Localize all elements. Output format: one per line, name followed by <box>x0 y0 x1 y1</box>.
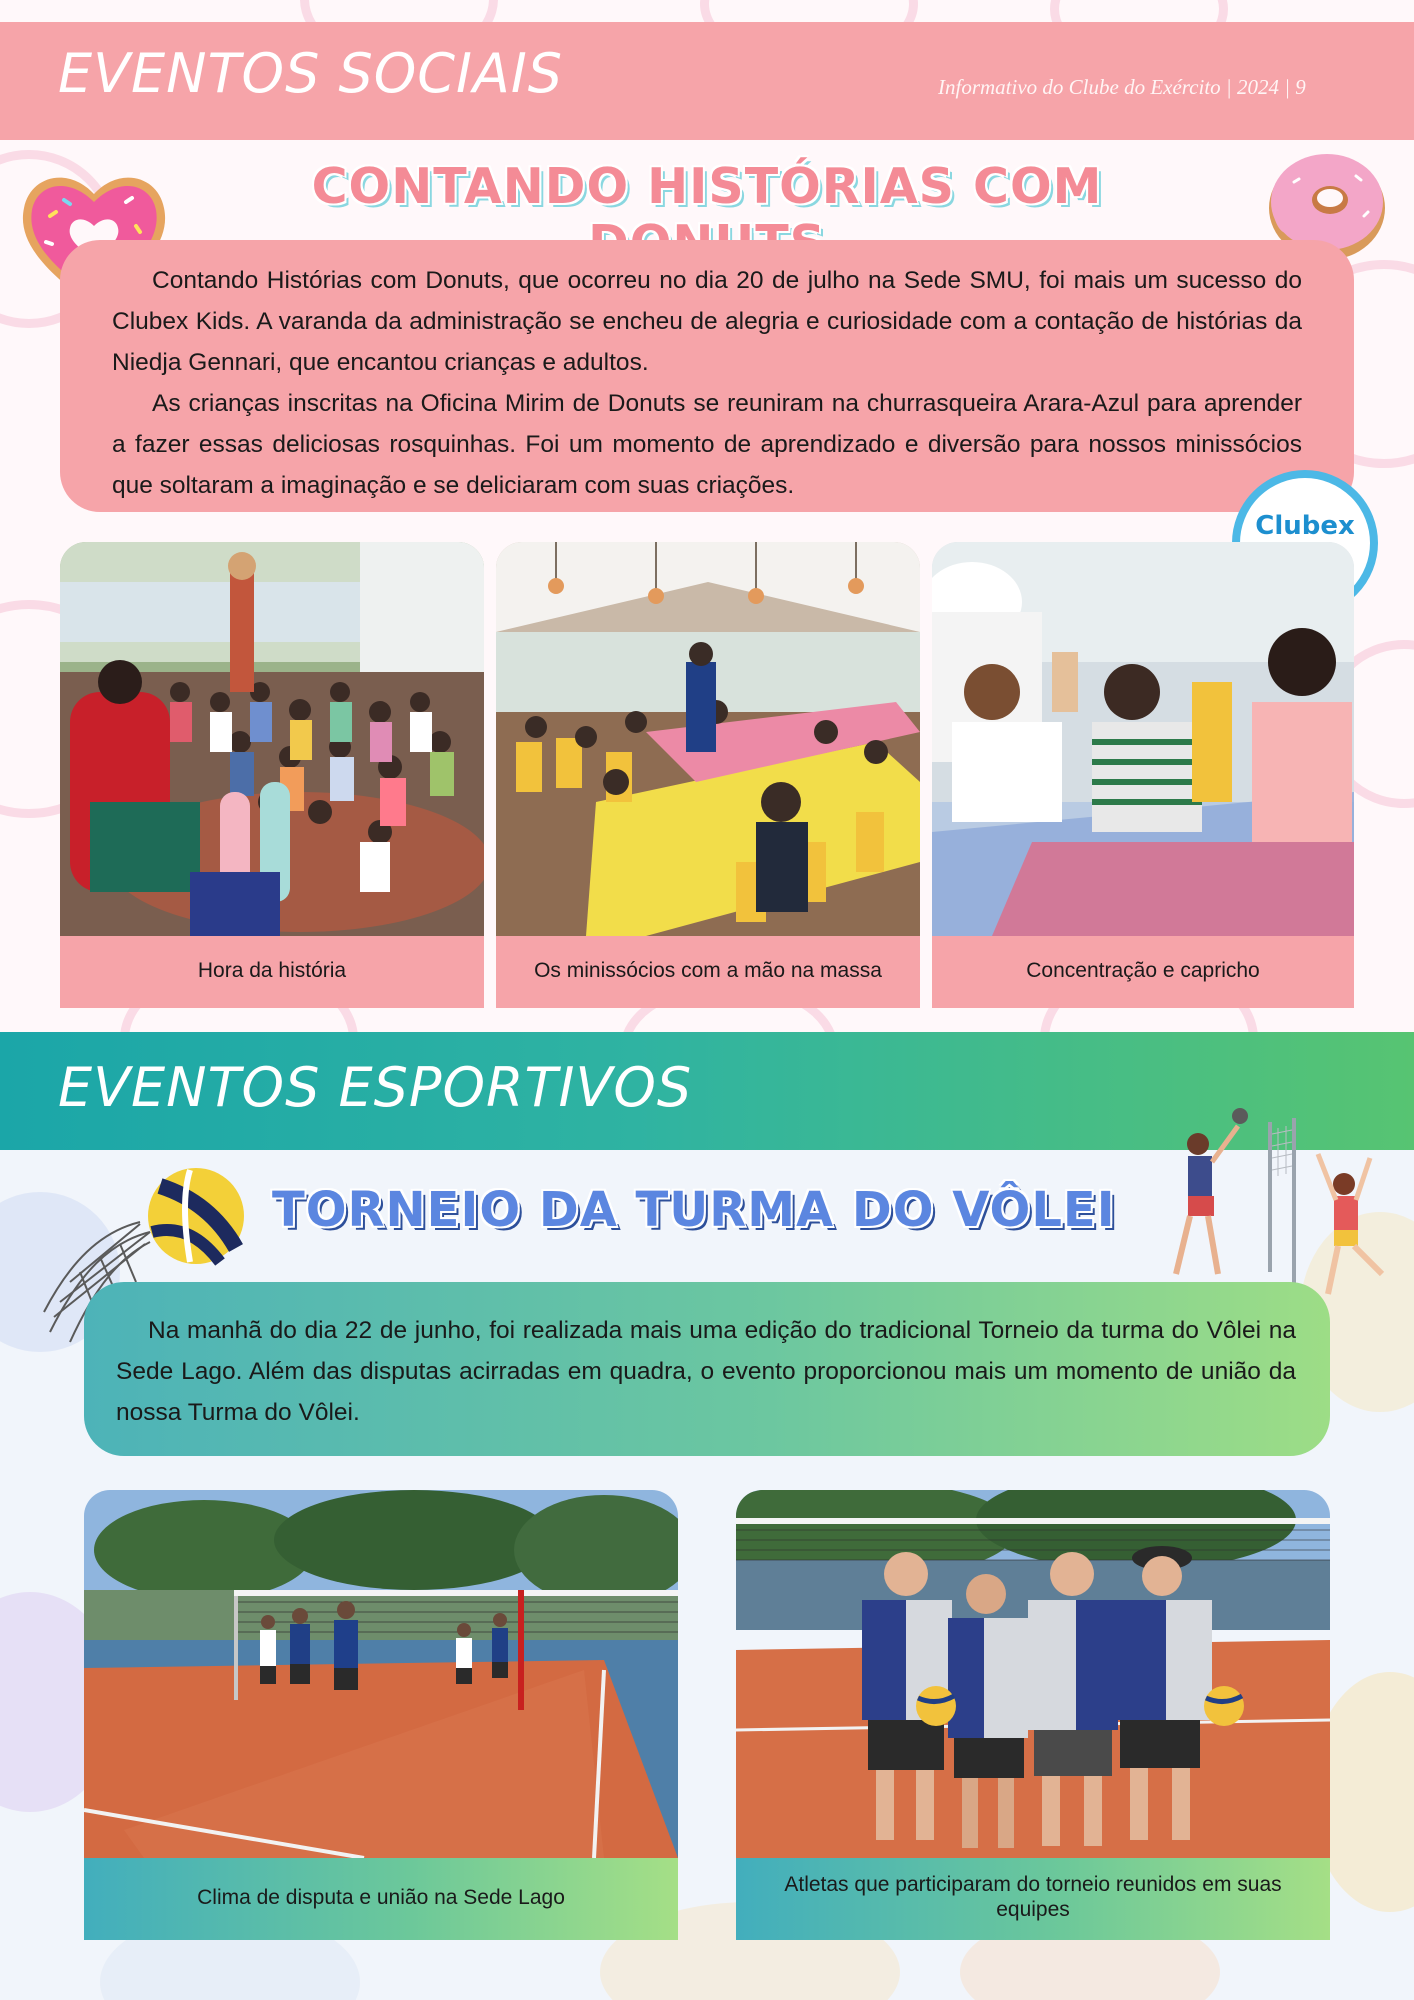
logo-text-clubex: Clubex <box>1255 511 1355 541</box>
photo-volleyball-match <box>84 1490 678 1858</box>
caption-volleyball-match: Clima de disputa e união na Sede Lago <box>84 1858 678 1940</box>
publication-info: Informativo do Clube do Exército | 2024 | 9 <box>938 75 1306 99</box>
caption-hands-in-dough: Os minissócios com a mão na massa <box>496 936 920 1008</box>
donuts-description-box <box>60 240 1354 512</box>
event-title-volleyball: TORNEIO DA TURMA DO VÔLEI <box>272 1182 1116 1238</box>
volleyball-players-icon <box>1168 1104 1394 1302</box>
donuts-paragraph-1: Contando Histórias com Donuts, que ocorreu no dia 20 de julho na Sede SMU, foi mais um sucesso do Clubex Kids. A varanda da administração se encheu de alegria e curiosidade com a contação de histórias da Niedja Gennari, que encantou crianças e adultos. <box>112 267 1302 376</box>
photo-hands-in-dough <box>496 542 920 936</box>
caption-story-time: Hora da história <box>60 936 484 1008</box>
caption-concentration: Concentração e capricho <box>932 936 1354 1008</box>
photo-concentration <box>932 542 1354 936</box>
section-title-social: EVENTOS SOCIAIS <box>58 42 564 105</box>
caption-volleyball-team-text: Atletas que participaram do torneio reunidos em suas equipes <box>784 1873 1282 1921</box>
donuts-paragraph-2: As crianças inscritas na Oficina Mirim de Donuts se reuniram na churrasqueira Arara-Azul para aprender a fazer essas deliciosas rosquinhas. Foi um momento de aprendizado e diversão para nossos minissócios que soltaram a imaginação e se deliciaram com suas criações. <box>112 390 1302 499</box>
volleyball-paragraph: Na manhã do dia 22 de junho, foi realizada mais uma edição do tradicional Torneio da turma do Vôlei na Sede Lago. Além das disputas acirradas em quadra, o evento proporcionou mais um momento de união da nossa Turma do Vôlei. <box>116 1317 1296 1426</box>
event-title-donuts: CONTANDO HISTÓRIAS COM <box>311 158 1103 215</box>
photo-story-time <box>60 542 484 936</box>
section-title-sports: EVENTOS ESPORTIVOS <box>58 1056 693 1119</box>
volleyball-description-box <box>84 1282 1330 1456</box>
caption-volleyball-team <box>736 1858 1330 1940</box>
photo-volleyball-team <box>736 1490 1330 1858</box>
